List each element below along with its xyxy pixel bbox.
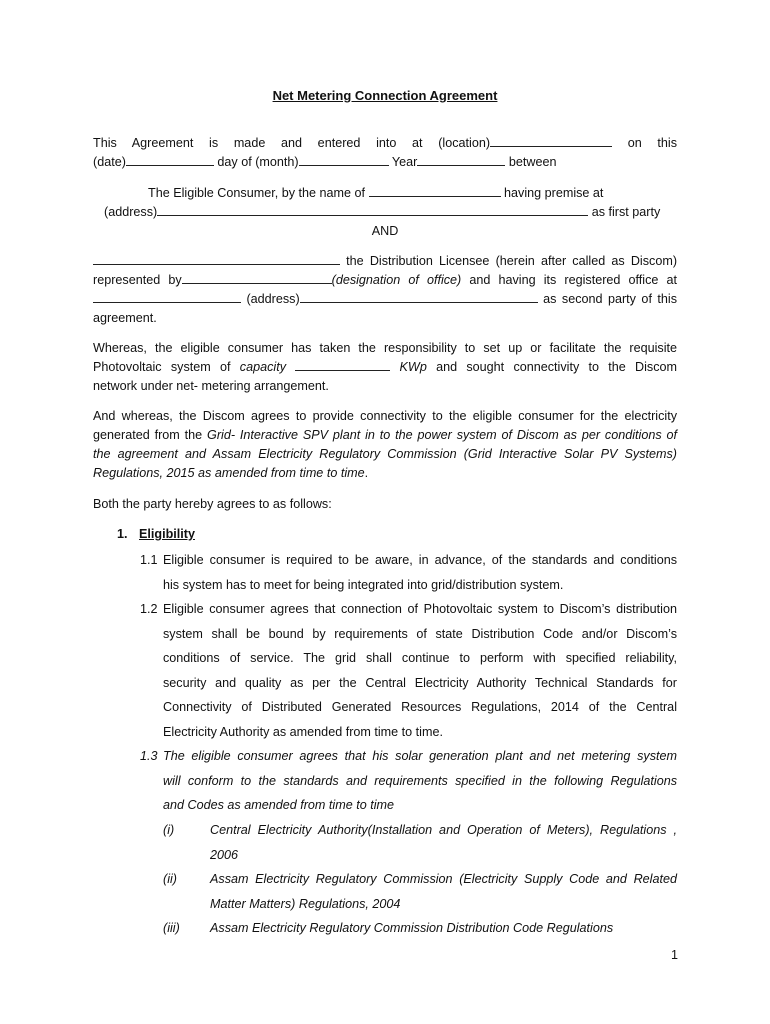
first-party-label: as first party (591, 205, 661, 219)
location-blank[interactable] (490, 134, 612, 147)
consumer-name-label: The Eligible Consumer, by the name of (148, 186, 366, 200)
subclause-text (163, 916, 677, 941)
represented-by-label: represented by (93, 273, 182, 287)
represented-by-blank[interactable] (182, 271, 332, 284)
registered-office-text: and having its registered office at (469, 273, 677, 287)
clause-number: 1.3 (140, 749, 158, 763)
month-blank[interactable] (299, 153, 389, 166)
subclause-line: Central Electricity Authority(Installation and Operation of Meters), Regulations , (210, 823, 677, 837)
intro-paragraph (93, 134, 677, 172)
subclause-iii (163, 916, 677, 941)
generated-from-text: generated from the (93, 428, 203, 442)
page-number: 1 (670, 948, 678, 962)
whereas2-period: . (364, 466, 369, 480)
subclause-line: Matter Matters) Regulations, 2004 (210, 896, 401, 911)
discom-name-blank[interactable] (93, 252, 340, 265)
clause-line: his system has to meet for being integrated into grid/distribution system. (163, 577, 564, 592)
agrees-line: Both the party hereby agrees to as follows: (93, 497, 332, 511)
clause-line: system shall be bound by requirements of state Distribution Code and/or Discom’s (163, 626, 677, 641)
clause-line: Eligible consumer is required to be aware, in advance, of the standards and conditions (163, 553, 677, 567)
consumer-line-2 (104, 203, 666, 222)
clause-number: 1.1 (140, 553, 158, 567)
consumer-name-blank[interactable] (369, 184, 501, 197)
clause-line: will conform to the standards and requirements specified in the following Regulations (163, 773, 677, 788)
subclause-text (163, 818, 677, 867)
intro-year-label: Year (391, 155, 418, 169)
intro-line-1 (93, 134, 677, 153)
whereas2-line-4 (93, 464, 677, 483)
intro-line-2 (93, 153, 677, 172)
clause-text (140, 548, 677, 597)
discom-address-prefix-blank[interactable] (93, 290, 241, 303)
clause-line: The eligible consumer agrees that his solar generation plant and net metering system (163, 749, 677, 763)
premise-label: having premise at (504, 186, 604, 200)
year-blank[interactable] (417, 153, 505, 166)
consumer-address-label: (address) (104, 205, 158, 219)
whereas-paragraph-1 (93, 339, 677, 396)
subclause-line: 2006 (210, 847, 239, 862)
intro-on-this-text: on this (627, 136, 678, 150)
clause-text (140, 744, 677, 818)
and-line: AND (371, 224, 399, 238)
whereas1-line-3: network under net- metering arrangement. (93, 379, 329, 393)
document-title: Net Metering Connection Agreement (272, 88, 498, 103)
clause-line: Eligible consumer agrees that connection of Photovoltaic system to Discom’s distribution (163, 602, 677, 616)
capacity-blank[interactable] (295, 358, 390, 371)
clause-1-2 (140, 597, 677, 744)
regulations-2015-text: Regulations, 2015 as amended from time to time (93, 466, 365, 480)
consumer-paragraph (104, 184, 666, 241)
clause-text (140, 597, 677, 744)
connectivity-text: and sought connectivity to the Discom (436, 360, 678, 374)
subclause-line: Assam Electricity Regulatory Commission Distribution Code Regulations (210, 921, 614, 935)
discom-line-3 (93, 290, 677, 309)
subclause-i (163, 818, 677, 867)
second-party-text: as second party of this (543, 292, 677, 306)
grid-interactive-text: Grid- Interactive SPV plant in to the power system of Discom as per conditions of (207, 428, 677, 442)
whereas1-line-2 (93, 358, 677, 377)
discom-line-1 (93, 252, 677, 271)
clause-line: security and quality as per the Central Electricity Authority Technical Standards for (163, 675, 677, 690)
whereas-paragraph-2 (93, 407, 677, 483)
subclause-number: (ii) (163, 872, 177, 886)
subclause-line: Assam Electricity Regulatory Commission (Electricity Supply Code and Related (210, 872, 677, 886)
whereas2-line-2 (93, 426, 677, 445)
clause-line: conditions of service. The grid shall continue to perform with specified reliability, (163, 651, 677, 665)
discom-address-blank[interactable] (300, 290, 538, 303)
discom-line-2 (93, 271, 677, 290)
intro-location-text: This Agreement is made and entered into at (location) (93, 136, 491, 150)
consumer-line-1 (104, 184, 666, 203)
whereas2-line-3: the agreement and Assam Electricity Regulatory Commission (Grid Interactive Solar PV Systems) (93, 447, 677, 461)
clause-line: Connectivity of Distributed Generated Resources Regulations, 2014 of the Central (163, 700, 677, 714)
capacity-label: capacity (239, 360, 286, 374)
section-eligibility-heading (117, 527, 195, 541)
clause-line: and Codes as amended from time to time (163, 798, 394, 812)
discom-paragraph (93, 252, 677, 328)
consumer-address-blank[interactable] (157, 203, 588, 216)
intro-month-label: day of (month) (217, 155, 299, 169)
section-number: 1. (117, 527, 128, 541)
subclause-number: (iii) (163, 921, 180, 935)
subclause-ii (163, 867, 677, 916)
date-blank[interactable] (126, 153, 214, 166)
pv-system-label: Photovoltaic system of (93, 360, 231, 374)
intro-date-label: (date) (93, 155, 126, 169)
subclause-number: (i) (163, 823, 175, 837)
clause-number: 1.2 (140, 602, 158, 616)
designation-label: (designation of office) (331, 273, 462, 287)
whereas1-line-1: Whereas, the eligible consumer has taken the responsibility to set up or facilitate the requisite (93, 341, 677, 355)
discom-address-label: (address) (246, 292, 300, 306)
section-label: Eligibility (139, 527, 195, 541)
discom-licensee-text: the Distribution Licensee (herein after called as Discom) (346, 254, 678, 268)
clause-1-1 (140, 548, 677, 597)
subclause-text (163, 867, 677, 916)
clause-line: Electricity Authority as amended from time to time. (163, 724, 443, 739)
kwp-unit: KWp (399, 360, 427, 374)
whereas2-line-1: And whereas, the Discom agrees to provide connectivity to the eligible consumer for the electricity (93, 409, 677, 423)
discom-line-4: agreement. (93, 311, 157, 325)
clause-1-3 (140, 744, 677, 818)
intro-between-text: between (508, 155, 557, 169)
